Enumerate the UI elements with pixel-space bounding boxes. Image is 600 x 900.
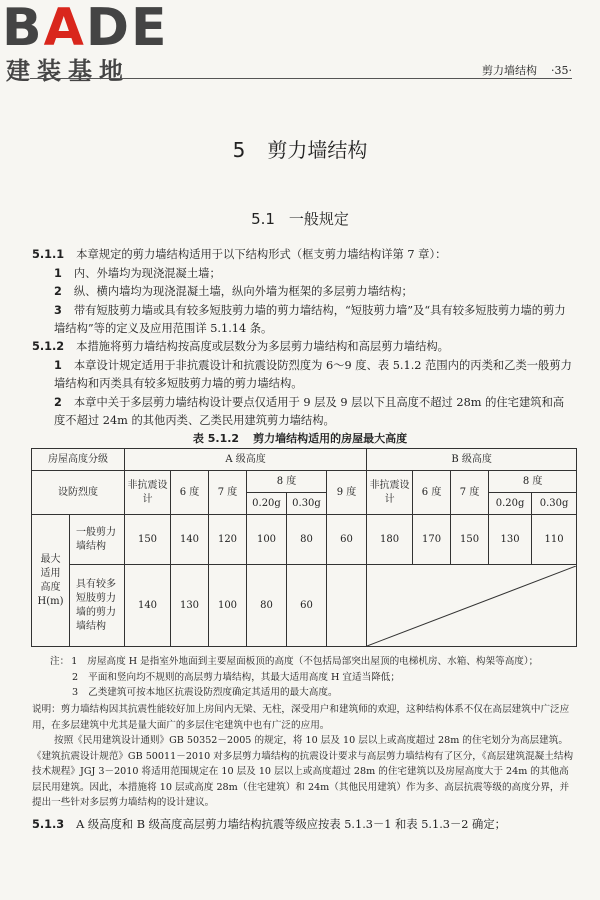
table-cell: 170 [413,515,451,565]
table-cell: 100 [247,515,287,565]
table-cell: 140 [125,565,171,647]
header-a-7: 7 度 [209,471,247,515]
row-label-short-limb: 具有较多短肢剪力墙的剪力墙结构 [70,565,125,647]
logo-subtitle: 建装基地 [6,57,130,85]
table-cell: 100 [209,565,247,647]
explanation: 说明：剪力墙结构因其抗震性能较好加上房间内无梁、无柱，深受用户和建筑师的欢迎，这种结构体系不仅在高层建筑中广泛应用，在多层建筑中尤其是量大面广的多层住宅建筑中也有广泛的应用。 按照《民用建筑设计通则》GB 50352－2005 的规定，将 10 层及 10 层以上或高度超过 28m 的住宅划分为高层建筑。《建筑抗震设计规范》GB 50011－2010 对多层剪力墙结构的抗震设计要求与高层剪力墙结构有了区分，《高层建筑混凝土结构技术规程》JGJ 3－2010 将适用范围规定在 10 层及 10 层以上或高度超过 28m 的住宅建筑以及房屋高度大于 24m 的其他高层民用建筑。因此，本措施将 10 层或高度 28m（住宅建筑）和 24m（其他民用建筑）作为多、高层抗震等级的高度分界，并提出一些针对多层剪力墙结构的设计建议。 [32,704,574,808]
header-rule [30,78,572,79]
table-notes: 注： 1 房屋高度 H 是指室外地面到主要屋面板顶的高度（不包括局部突出屋顶的电梯机房、水箱、构架等高度）； 2 平面和竖向均不规则的高层剪力墙结构，其最大适用高度 H 宜适当降低； 3 乙类建筑可按本地区抗震设防烈度确定其适用的最大高度。 [50,656,539,698]
table-cell: 60 [287,565,327,647]
table-cell: 80 [247,565,287,647]
row-header-max-height: 最大适用高度H(m) [32,515,70,647]
table-cell: 150 [125,515,171,565]
page-number: ·35· [551,64,572,77]
header-b-7: 7 度 [451,471,489,515]
table-cell: 140 [171,515,209,565]
header-b-8: 8 度 [489,471,577,493]
header-b-nonseismic: 非抗震设计 [367,471,413,515]
table-caption: 表 5.1.2 剪力墙结构适用的房屋最大高度 [192,432,408,445]
header-b-grade: B 级高度 [367,449,577,471]
table-cell: 120 [209,515,247,565]
table-cell-not-applicable [367,565,577,647]
running-head: 剪力墙结构 ·35· [482,64,572,77]
header-b-030g: 0.30g [532,493,577,515]
logo-bade: BADE [2,0,169,58]
clause-5-1-1: 5.1.1 本章规定的剪力墙结构适用于以下结构形式（框支剪力墙结构详第 7 章）： 1 内、外墙均为现浇混凝土墙； 2 纵、横内墙均为现浇混凝土墙，纵向外墙为框架的多层剪力墙结构； 3 带有短肢剪力墙或具有较多短肢剪力墙的剪力墙结构，“短肢剪力墙”及“具有较多短肢剪力墙的剪力墙结构”等的定义及应用范围详 5.1.14 条。 [32,248,566,335]
table-cell: 150 [451,515,489,565]
clause-5-1-3: 5.1.3 A 级高度和 B 级高度高层剪力墙结构抗震等级应按表 5.1.3－1 和表 5.1.3－2 确定； [32,818,506,831]
table-cell: 130 [171,565,209,647]
table-cell: 130 [489,515,532,565]
header-a-8: 8 度 [247,471,327,493]
clause-5-1-2: 5.1.2 本措施将剪力墙结构按高度或层数分为多层剪力墙结构和高层剪力墙结构。 1 本章设计规定适用于非抗震设计和抗震设防烈度为 6～9 度、表 5.1.2 范围内的丙类和乙类一般剪力墙结构和丙类具有较多短肢剪力墙的剪力墙结构。 2 本章中关于多层剪力墙结构设计要点仅适用于 9 层及 9 层以下且高度不超过 28m 的住宅建筑和高度不超过 24m 的其他丙类、乙类民用建筑剪力墙结构。 [32,340,572,427]
section-title: 5.1 一般规定 [251,210,349,228]
table-cell: 110 [532,515,577,565]
header-b-6: 6 度 [413,471,451,515]
header-height-grade: 房屋高度分级 [32,449,125,471]
table-cell-empty [327,565,367,647]
header-a-grade: A 级高度 [125,449,367,471]
header-a-9: 9 度 [327,471,367,515]
row-label-general: 一般剪力墙结构 [70,515,125,565]
table-cell: 60 [327,515,367,565]
header-a-nonseismic: 非抗震设计 [125,471,171,515]
diagonal-slash [367,566,576,646]
table-cell: 80 [287,515,327,565]
header-b-020g: 0.20g [489,493,532,515]
header-a-020g: 0.20g [247,493,287,515]
header-a-6: 6 度 [171,471,209,515]
header-intensity: 设防烈度 [32,471,125,515]
chapter-title: 5 剪力墙结构 [232,138,368,162]
max-height-table [31,448,577,647]
table-cell: 180 [367,515,413,565]
header-a-030g: 0.30g [287,493,327,515]
